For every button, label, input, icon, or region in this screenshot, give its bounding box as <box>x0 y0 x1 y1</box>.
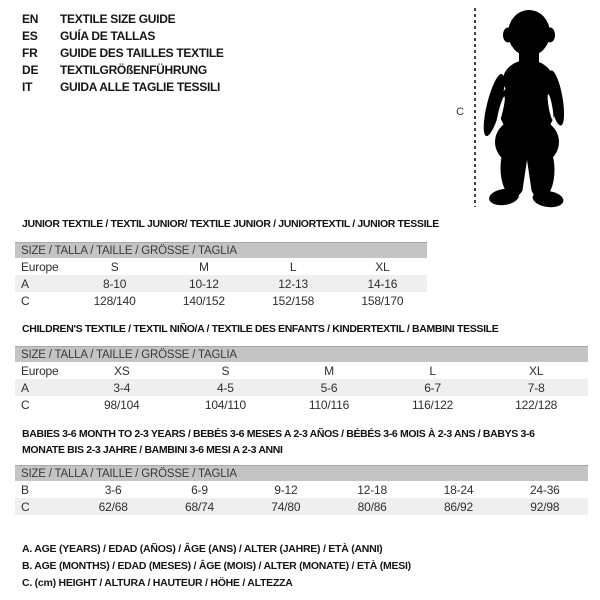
age-cell: 14-16 <box>367 276 398 291</box>
height-cell: 104/110 <box>204 397 246 412</box>
height-measure-dashed-line <box>474 8 476 207</box>
language-code: EN <box>22 11 39 26</box>
row-label: B <box>21 482 29 497</box>
footnote-list <box>22 541 411 592</box>
height-cell: 92/98 <box>530 499 560 514</box>
age-cell: 7-8 <box>527 380 545 395</box>
language-code: ES <box>22 28 38 43</box>
age-cell: 10-12 <box>189 276 219 291</box>
language-row-en <box>22 10 224 27</box>
table-row-height <box>15 498 588 515</box>
table-row-height <box>15 396 588 413</box>
table-row-age <box>15 379 588 396</box>
size-cell: XL <box>529 363 544 378</box>
language-code: DE <box>22 62 39 77</box>
row-label: Europe <box>21 363 59 378</box>
children-table-title: CHILDREN'S TEXTILE / TEXTIL NIÑO/A / TEXTILE DES ENFANTS / KINDERTEXTIL / BAMBINI TESSILE <box>22 323 499 335</box>
age-cell: 3-6 <box>104 482 122 497</box>
language-label: GUIDE DES TAILLES TEXTILE <box>60 45 224 60</box>
height-measure-label: C <box>456 106 464 118</box>
row-label: A <box>21 276 29 291</box>
age-cell: 24-36 <box>529 482 560 497</box>
age-cell: 12-13 <box>278 276 308 291</box>
height-cell: 110/116 <box>308 397 350 412</box>
age-cell: 18-24 <box>443 482 474 497</box>
language-label: GUÍA DE TALLAS <box>60 28 156 43</box>
size-cell: L <box>429 363 436 378</box>
age-cell: 5-6 <box>320 380 338 395</box>
language-list <box>22 10 224 95</box>
table-row-age <box>15 275 427 292</box>
language-label: GUIDA ALLE TAGLIE TESSILI <box>60 79 221 94</box>
footnote-age-months: B. AGE (MONTHS) / EDAD (MESES) / ÂGE (MOIS) / ALTER (MONATE) / ETÀ (MESI) <box>22 560 411 572</box>
size-cell: M <box>324 363 334 378</box>
age-cell: 6-9 <box>191 482 208 497</box>
language-code: FR <box>22 45 38 60</box>
table-row-europe <box>15 258 427 275</box>
row-label: C <box>21 499 30 514</box>
row-label: Europe <box>21 259 59 274</box>
junior-table-title: JUNIOR TEXTILE / TEXTIL JUNIOR/ TEXTILE JUNIOR / JUNIORTEXTIL / JUNIOR TESSILE <box>22 218 439 230</box>
language-label: TEXTILGRÖßENFÜHRUNG <box>60 62 207 77</box>
age-cell: 9-12 <box>274 482 298 497</box>
height-cell: 86/92 <box>443 499 473 514</box>
age-cell: 6-7 <box>424 380 441 395</box>
babies-table-title: BABIES 3-6 MONTH TO 2-3 YEARS / BEBÉS 3-6 MESES A 2-3 AÑOS / BÉBÉS 3-6 MOIS À 2-3 ANS / BABYS 3-6 MONATE BIS 2-3 JAHRE / BAMBINI 3-6 MESI A 2-3 ANNI <box>22 428 535 456</box>
row-label: C <box>21 397 30 412</box>
height-cell: 158/170 <box>361 293 404 308</box>
table-row-europe <box>15 362 588 379</box>
height-cell: 98/104 <box>104 397 140 412</box>
babies-size-table <box>15 465 588 515</box>
footnote-height-cm: C. (cm) HEIGHT / ALTURA / HAUTEUR / HÖHE / ALTEZZA <box>22 577 293 589</box>
toddler-silhouette-icon <box>483 8 579 208</box>
children-size-table <box>15 346 588 413</box>
size-cell: M <box>198 259 209 274</box>
language-row-de <box>22 61 224 78</box>
footnote-age-years: A. AGE (YEARS) / EDAD (AÑOS) / ÂGE (ANS) / ALTER (JAHRE) / ETÀ (ANNI) <box>22 543 383 555</box>
row-label: C <box>21 293 30 308</box>
age-cell: 12-18 <box>357 482 387 497</box>
size-header-bar: SIZE / TALLA / TAILLE / GRÖSSE / TAGLIA <box>15 242 427 258</box>
size-cell: S <box>221 363 230 378</box>
junior-size-table <box>15 242 427 309</box>
size-header-bar: SIZE / TALLA / TAILLE / GRÖSSE / TAGLIA <box>15 346 588 362</box>
height-cell: 128/140 <box>93 293 136 308</box>
height-cell: 62/68 <box>98 499 128 514</box>
size-cell: XS <box>113 363 130 378</box>
language-label: TEXTILE SIZE GUIDE <box>60 11 176 26</box>
language-code: IT <box>22 79 33 94</box>
height-cell: 68/74 <box>184 499 214 514</box>
height-cell: 116/122 <box>412 397 454 412</box>
language-row-fr <box>22 44 224 61</box>
size-cell: XL <box>375 259 390 274</box>
height-cell: 122/128 <box>515 397 558 412</box>
language-row-es <box>22 27 224 44</box>
size-cell: L <box>289 259 297 274</box>
size-header-bar: SIZE / TALLA / TAILLE / GRÖSSE / TAGLIA <box>15 465 588 481</box>
size-cell: S <box>110 259 119 274</box>
age-cell: 8-10 <box>103 276 127 291</box>
table-row-age-months <box>15 481 588 498</box>
table-row-height <box>15 292 427 309</box>
row-label: A <box>21 380 29 395</box>
age-cell: 3-4 <box>113 380 131 395</box>
language-row-it <box>22 78 224 95</box>
age-cell: 4-5 <box>217 380 234 395</box>
height-cell: 74/80 <box>271 499 301 514</box>
height-cell: 140/152 <box>182 293 225 308</box>
height-cell: 80/86 <box>357 499 387 514</box>
height-cell: 152/158 <box>272 293 315 308</box>
